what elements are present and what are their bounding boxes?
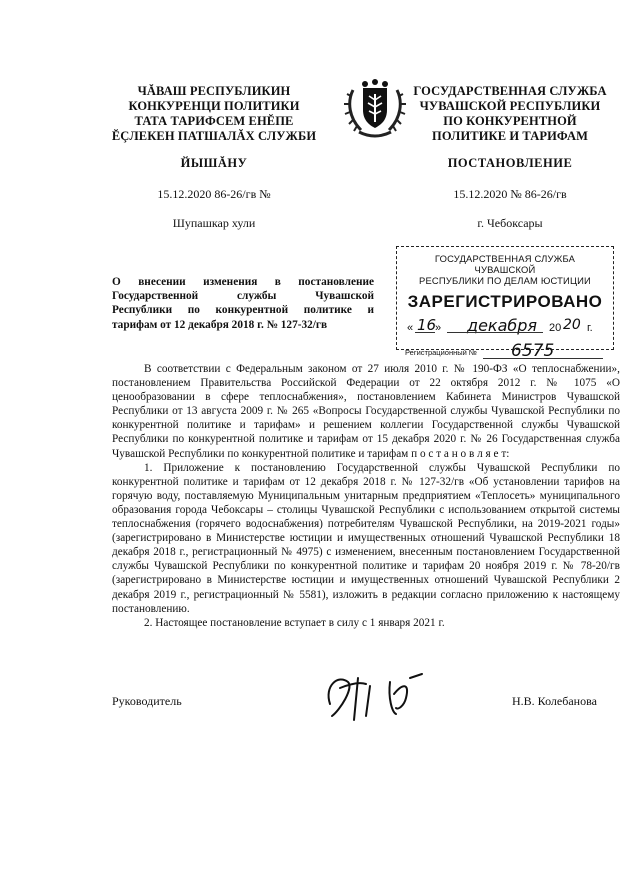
body-preamble: В соответствии с Федеральным законом от 27 июля 2010 г. № 190-ФЗ «О теплоснабжении», постановлением Правительства Российской Федерации от 22 октября 2012 г. № 1075 «О ценообразовании в сфере теплоснабжения», постановлением Кабинета Министров Чувашской Республики от 13 августа 2009 г. № 265 «Вопросы Государственной службы Чувашской Республики по конкурентной политике и тарифам» и решением коллегии Государственной службы Чувашской Республики по конкурентной политике и тарифам от 15 декабря 2020 г. № 26 Государственная служба Чувашской Республики по конкурентной политике и тарифам п о с т а н о в л я е т: (112, 363, 620, 460)
coat-of-arms-icon (343, 78, 407, 140)
header-left-city: Шупашкар хули (172, 216, 256, 230)
header-left-org (94, 84, 334, 144)
header-right-line: ПОЛИТИКЕ И ТАРИФАМ (432, 129, 588, 143)
handwritten-signature (310, 664, 440, 724)
header-right-line: ЧУВАШСКОЙ РЕСПУБЛИКИ (419, 99, 601, 113)
stamp-reg-row (403, 340, 607, 362)
header-left-line: ЧĂВАШ РЕСПУБЛИКИН (137, 84, 291, 98)
stamp-org-line: ГОСУДАРСТВЕННАЯ СЛУЖБА ЧУВАШСКОЙ (434, 253, 576, 275)
document-body (112, 362, 620, 630)
signature-title: Руководитель (112, 694, 182, 708)
header-left-line: ĔÇЛЕКЕН ПАТШАЛĂХ СЛУЖБИ (111, 129, 317, 143)
signature-icon (310, 664, 440, 724)
header-right-date-number: 15.12.2020 № 86-26/гв (453, 187, 567, 201)
header-right-org (400, 84, 620, 144)
header-left-date-number: 15.12.2020 86-26/гв № (157, 187, 271, 201)
coat-of-arms-emblem (343, 78, 407, 140)
subject-line: Государственной службы Чувашской (112, 290, 374, 303)
stamp-status: ЗАРЕГИСТРИРОВАНО (407, 292, 603, 311)
header-left-line: ТАТА ТАРИФСЕМ ЕНĔПЕ (134, 114, 294, 128)
stamp-reg-number: 6575 (511, 341, 555, 361)
header-right-line: ГОСУДАРСТВЕННАЯ СЛУЖБА (413, 84, 607, 98)
stamp-day: 16 (417, 316, 437, 334)
header-right-line: ПО КОНКУРЕНТНОЙ (443, 114, 577, 128)
stamp-month: декабря (467, 316, 538, 335)
subject-line: Республики по конкурентной политике и (112, 304, 374, 317)
stamp-year-suffix: 20 (563, 317, 581, 333)
header-left-doc-kind: ЙЫШĂНУ (180, 156, 248, 170)
stamp-year-prefix: 20 (549, 322, 562, 334)
stamp-reg-label: Регистрационный № (405, 348, 477, 357)
header-left-line: КОНКУРЕНЦИ ПОЛИТИКИ (128, 99, 300, 113)
body-item-2: 2. Настоящее постановление вступает в силу с 1 января 2021 г. (144, 616, 445, 629)
stamp-org-line: РЕСПУБЛИКИ ПО ДЕЛАМ ЮСТИЦИИ (419, 275, 591, 286)
signature-name: Н.В. Колебанова (512, 694, 597, 708)
body-item-1: 1. Приложение к постановлению Государственной службы Чувашской Республики по конкурентной политике и тарифам от 12 декабря 2018 г. № 127-32/гв «Об установлении тарифов на горячую воду, поставляемую Муниципальным унитарным предприятием «Теплосеть» муниципального образования города Чебоксары – столицы Чувашской Республики с использованием открытой системы теплоснабжения (горячего водоснабжения) потребителям Чувашской Республики, на 2019-2021 годы» (зарегистрировано в Министерстве юстиции и имущественных отношений Чувашской Республики 18 декабря 2018 г., регистрационный № 4975) с изменением, внесенным постановлением Государственной службы Чувашской Республики по конкурентной политике и тарифам 20 ноября 2019 г. № 78-20/гв (зарегистрировано в Министерстве юстиции и имущественных отношений Чувашской Республики 2 декабря 2019 г., регистрационный № 5581), изложить в редакции согласно приложению к настоящему постановлению. (112, 461, 620, 615)
header-right-doc-kind: ПОСТАНОВЛЕНИЕ (447, 156, 573, 170)
registration-stamp (396, 246, 614, 361)
subject-line: тарифам от 12 декабря 2018 г. № 127-32/гв (112, 318, 328, 331)
document-subject (112, 275, 374, 332)
subject-line: О внесении изменения в постановление (112, 276, 374, 288)
stamp-date-row: « 16 » декабря 20 20 г. (407, 316, 593, 335)
stamp-year-end: г. (587, 322, 593, 334)
header-right-city: г. Чебоксары (477, 216, 543, 230)
